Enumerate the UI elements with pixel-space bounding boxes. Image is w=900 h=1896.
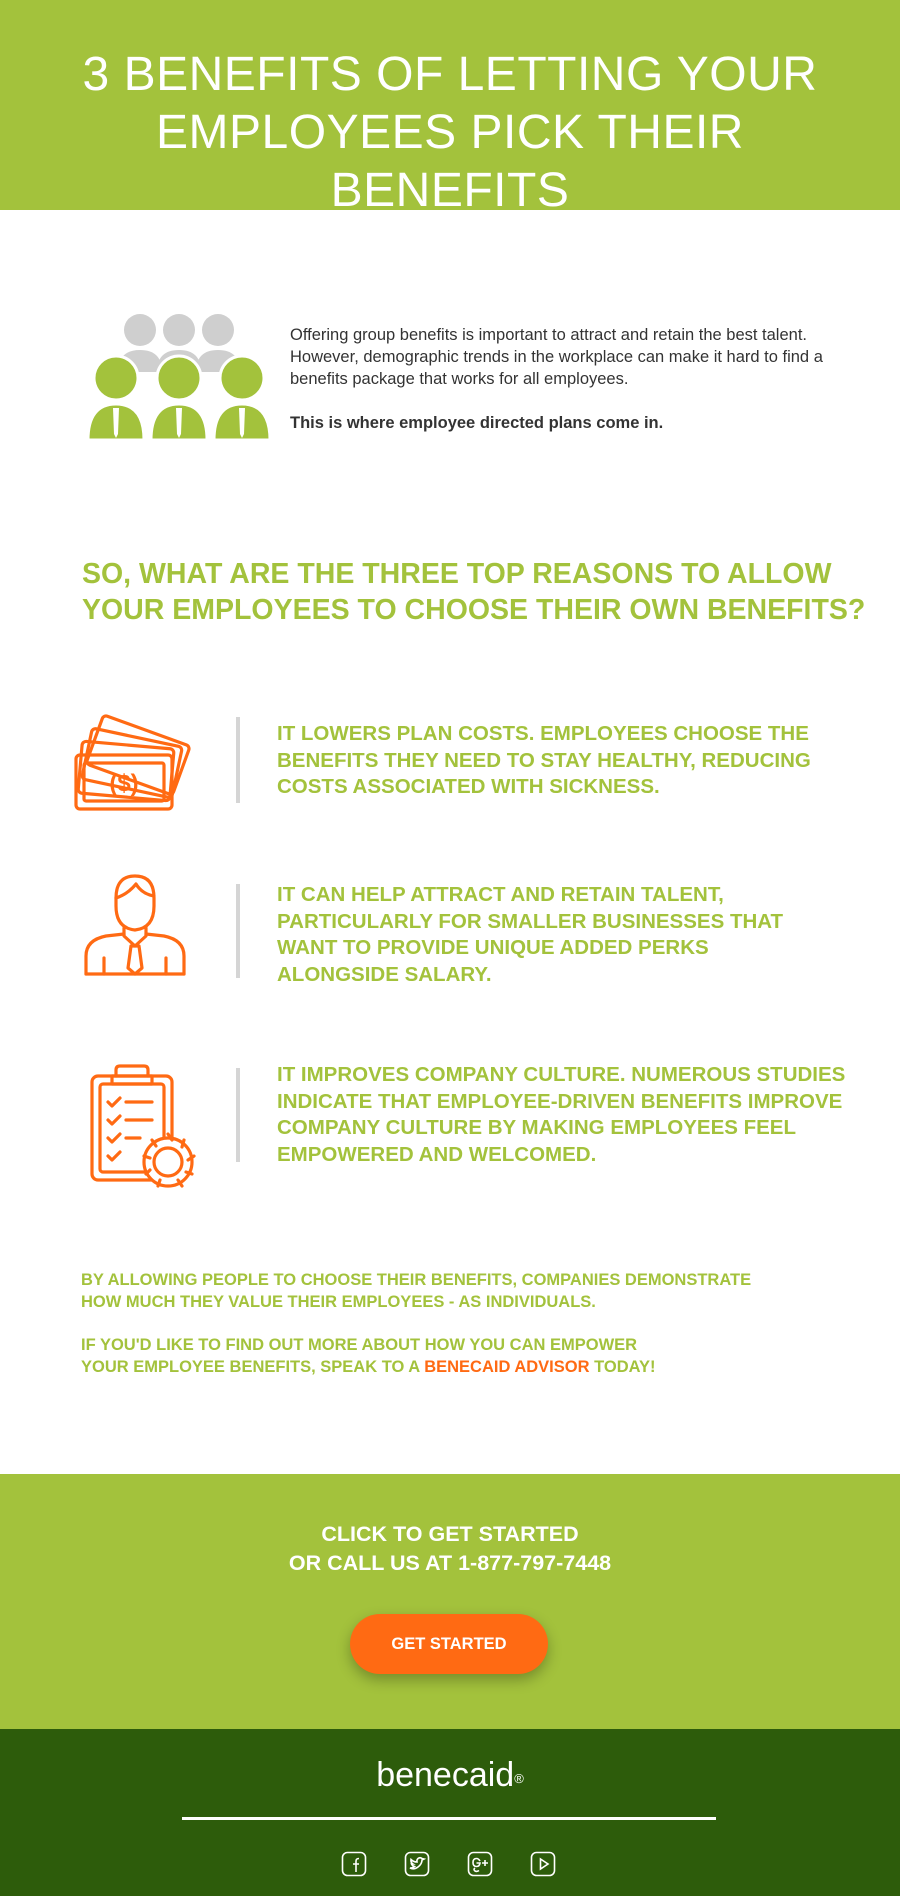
reason-line: PARTICULARLY FOR SMALLER BUSINESSES THAT [277,909,784,933]
cta-section [0,1474,900,1729]
header-banner [0,0,900,217]
intro-text [290,324,860,434]
closing-text: YOUR EMPLOYEE BENEFITS, SPEAK TO A [81,1357,425,1376]
reason-text [277,1062,897,1168]
closing-call-to-action [81,1335,801,1378]
reason-line: IT LOWERS PLAN COSTS. EMPLOYEES CHOOSE THE [277,722,809,745]
closing-line: HOW MUCH THEY VALUE THEIR EMPLOYEES - AS INDIVIDUALS. [81,1292,596,1311]
money-icon [74,702,198,826]
svg-text:($): ($) [109,770,139,797]
logo-text: benecaid [376,1756,515,1794]
footer-divider [182,1817,716,1820]
section-heading [82,556,882,628]
get-started-button[interactable]: GET STARTED [350,1614,548,1674]
reason-line: IT CAN HELP ATTRACT AND RETAIN TALENT, [277,883,724,906]
youtube-icon[interactable] [530,1851,556,1877]
reason-line: COMPANY CULTURE BY MAKING EMPLOYEES FEEL [277,1116,796,1139]
reason-line: WANT TO PROVIDE UNIQUE ADDED PERKS [277,936,709,959]
page-title [40,46,860,220]
facebook-icon[interactable] [341,1851,367,1877]
footer [0,1729,900,1896]
reason-divider [236,884,240,978]
reason-divider [236,1068,240,1162]
reason-divider [236,717,240,803]
employee-icon [80,872,190,976]
page-title-line-1: 3 BENEFITS OF LETTING YOUR [82,48,818,101]
team-icon [88,310,270,440]
closing-text: TODAY! [589,1357,656,1376]
cta-text [0,1520,900,1578]
cta-line-1: CLICK TO GET STARTED [321,1522,579,1546]
section-heading-line-2: YOUR EMPLOYEES TO CHOOSE THEIR OWN BENEFITS? [82,594,866,626]
reason-text [277,882,877,988]
logo-mark: ® [514,1771,524,1786]
closing-statement [81,1270,801,1313]
google-plus-icon[interactable] [467,1851,493,1877]
benecaid-logo[interactable] [0,1755,900,1795]
reason-line: COSTS ASSOCIATED WITH SICKNESS. [277,775,660,798]
cta-line-2: OR CALL US AT 1-877-797-7448 [288,1551,612,1575]
reason-line: IT IMPROVES COMPANY CULTURE. NUMEROUS STUDIES [277,1063,846,1086]
closing-line [81,1357,801,1379]
twitter-icon[interactable] [404,1851,430,1877]
section-heading-line-1: SO, WHAT ARE THE THREE TOP REASONS TO ALLOW [82,558,832,590]
intro-emphasis: This is where employee directed plans come in. [290,414,664,432]
advisor-link[interactable]: BENECAID ADVISOR [424,1357,590,1376]
reason-line: INDICATE THAT EMPLOYEE-DRIVEN BENEFITS IMPROVE [277,1089,843,1113]
intro-paragraph: Offering group benefits is important to attract and retain the best talent. However, demographic trends in the workplace can make it hard to find a benefits package that works for all employees. [290,326,823,388]
reason-line: BENEFITS THEY NEED TO STAY HEALTHY, REDUCING [277,748,811,772]
closing-line: BY ALLOWING PEOPLE TO CHOOSE THEIR BENEFITS, COMPANIES DEMONSTRATE [81,1271,752,1289]
reason-text [277,721,877,801]
reason-line: EMPOWERED AND WELCOMED. [277,1142,597,1166]
page-title-line-2: EMPLOYEES PICK THEIR BENEFITS [156,106,744,217]
clipboard-badge-icon [88,1064,198,1190]
reason-line: ALONGSIDE SALARY. [277,962,492,986]
closing-line: IF YOU'D LIKE TO FIND OUT MORE ABOUT HOW YOU CAN EMPOWER [81,1336,638,1354]
